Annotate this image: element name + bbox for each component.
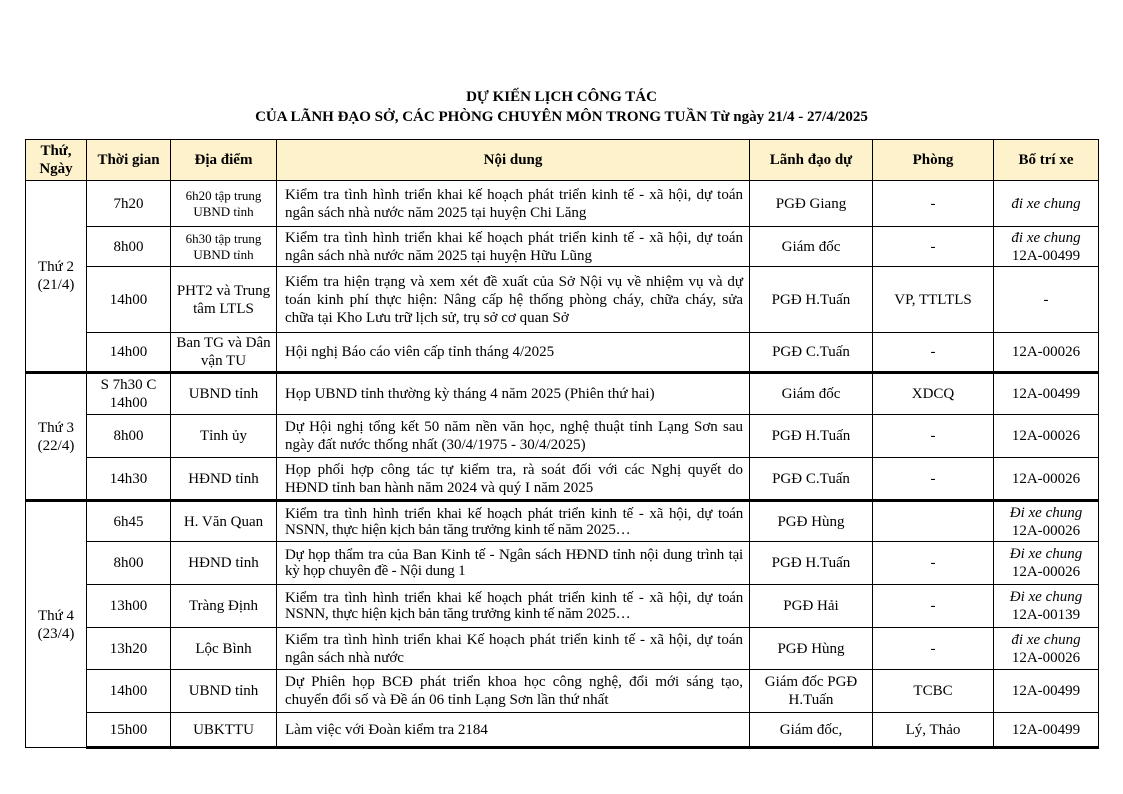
- place-cell: UBKTTU: [171, 713, 277, 748]
- leader-cell: PGĐ Giang: [750, 181, 873, 227]
- leader-cell: PGĐ C.Tuấn: [750, 458, 873, 501]
- content-cell: Họp UBND tỉnh thường kỳ tháng 4 năm 2025 (Phiên thứ hai): [277, 373, 750, 415]
- time-cell: 6h45: [87, 501, 171, 542]
- header-car: Bố trí xe: [994, 140, 1099, 181]
- time-cell: 15h00: [87, 713, 171, 748]
- place-cell: Tràng Định: [171, 585, 277, 628]
- car-note: đi xe chung: [1011, 229, 1081, 246]
- schedule-table: [25, 139, 1099, 749]
- car-cell: 12A-00499: [994, 373, 1099, 415]
- time-cell: 8h00: [87, 542, 171, 585]
- leader-cell: PGĐ Hùng: [750, 628, 873, 670]
- place-cell: Lộc Bình: [171, 628, 277, 670]
- day-cell: Thứ 2 (21/4): [26, 181, 87, 373]
- car-note: Đi xe chung: [1009, 504, 1083, 521]
- table-row: [26, 373, 1099, 415]
- dept-cell: -: [873, 333, 994, 373]
- car-plate: 12A-00026: [1011, 522, 1081, 539]
- leader-cell: PGĐ Hùng: [750, 501, 873, 542]
- header-dept: Phòng: [873, 140, 994, 181]
- content-cell: Hội nghị Báo cáo viên cấp tỉnh tháng 4/2025: [277, 333, 750, 373]
- day-cell: Thứ 4 (23/4): [26, 501, 87, 748]
- car-plate: 12A-00499: [1011, 247, 1081, 264]
- leader-cell: PGĐ Hải: [750, 585, 873, 628]
- dept-cell: -: [873, 585, 994, 628]
- time-cell: 13h20: [87, 628, 171, 670]
- place-cell: UBND tỉnh: [171, 373, 277, 415]
- content-cell: Kiểm tra tình hình triển khai kế hoạch phát triển kinh tế - xã hội, dự toán ngân sách nhà nước năm 2025 tại huyện Chi Lăng: [277, 181, 750, 227]
- car-cell: [994, 181, 1099, 227]
- content-cell: Làm việc với Đoàn kiểm tra 2184: [277, 713, 750, 748]
- header-row: [26, 140, 1099, 181]
- time-cell: 14h30: [87, 458, 171, 501]
- place-cell: Tỉnh ủy: [171, 415, 277, 458]
- car-note: Đi xe chung: [1009, 589, 1083, 605]
- table-row: [26, 628, 1099, 670]
- table-row: [26, 585, 1099, 628]
- content-cell: Dự Phiên họp BCĐ phát triển khoa học công nghệ, đổi mới sáng tạo, chuyển đổi số và Đề án 06 tỉnh Lạng Sơn lần thứ nhất: [277, 670, 750, 713]
- time-cell: S 7h30 C 14h00: [87, 373, 171, 415]
- car-cell: [994, 585, 1099, 628]
- car-cell: -: [994, 267, 1099, 333]
- day-cell: Thứ 3 (22/4): [26, 373, 87, 501]
- leader-cell: Giám đốc: [750, 373, 873, 415]
- document-subtitle: CỦA LÃNH ĐẠO SỞ, CÁC PHÒNG CHUYÊN MÔN TRONG TUẦN Từ ngày 21/4 - 27/4/2025: [255, 109, 868, 125]
- car-cell: [994, 542, 1099, 585]
- car-plate: 12A-00139: [1011, 607, 1081, 623]
- time-cell: 7h20: [87, 181, 171, 227]
- place-cell: HĐND tỉnh: [171, 542, 277, 585]
- header-day: Thứ, Ngày: [26, 140, 87, 181]
- header-leader: Lãnh đạo dự: [750, 140, 873, 181]
- car-note: đi xe chung: [1011, 631, 1081, 648]
- dept-cell: [873, 501, 994, 542]
- table-row: [26, 181, 1099, 227]
- table-row: [26, 267, 1099, 333]
- place-cell: Ban TG và Dân vận TU: [171, 333, 277, 373]
- leader-cell: PGĐ C.Tuấn: [750, 333, 873, 373]
- car-cell: [994, 628, 1099, 670]
- car-cell: 12A-00026: [994, 415, 1099, 458]
- time-cell: 13h00: [87, 585, 171, 628]
- header-place: Địa điểm: [171, 140, 277, 181]
- car-note: Đi xe chung: [1009, 546, 1083, 562]
- document-title: DỰ KIẾN LỊCH CÔNG TÁC: [466, 89, 657, 105]
- time-cell: 8h00: [87, 227, 171, 267]
- table-row: [26, 713, 1099, 748]
- dept-cell: VP, TTLTLS: [873, 267, 994, 333]
- dept-cell: -: [873, 227, 994, 267]
- content-cell: Kiểm tra hiện trạng và xem xét đề xuất của Sở Nội vụ về nhiệm vụ và dự toán kinh phí thực hiện: Nâng cấp hệ thống phòng cháy, chữa cháy, sửa chữa tại Kho Lưu trữ lịch sử, trụ sở cơ quan Sở: [277, 267, 750, 333]
- leader-cell: PGĐ H.Tuấn: [750, 415, 873, 458]
- table-row: [26, 458, 1099, 501]
- car-cell: [994, 501, 1099, 542]
- content-cell: Dự Hội nghị tổng kết 50 năm nền văn học, nghệ thuật tỉnh Lạng Sơn sau ngày đất nước thống nhất (30/4/1975 - 30/4/2025): [277, 415, 750, 458]
- content-cell: Dự họp thẩm tra của Ban Kinh tế - Ngân sách HĐND tỉnh nội dung trình tại kỳ họp chuyên đề - Nội dung 1: [277, 542, 750, 585]
- car-plate: 12A-00026: [1011, 564, 1081, 580]
- table-row: [26, 670, 1099, 713]
- car-cell: 12A-00026: [994, 333, 1099, 373]
- car-plate: 12A-00026: [1011, 649, 1081, 666]
- place-cell: 6h20 tập trung UBND tỉnh: [171, 181, 277, 227]
- table-row: [26, 333, 1099, 373]
- content-cell: Kiểm tra tình hình triển khai kế hoạch phát triển kinh tế - xã hội, dự toán NSNN, thực hiện kịch bản tăng trưởng kinh tế năm 2025…: [277, 501, 750, 542]
- table-row: [26, 542, 1099, 585]
- time-cell: 14h00: [87, 670, 171, 713]
- dept-cell: TCBC: [873, 670, 994, 713]
- dept-cell: -: [873, 458, 994, 501]
- table-row: [26, 415, 1099, 458]
- leader-cell: Giám đốc: [750, 227, 873, 267]
- dept-cell: -: [873, 415, 994, 458]
- table-row: [26, 501, 1099, 542]
- leader-cell: PGĐ H.Tuấn: [750, 542, 873, 585]
- content-cell: Kiểm tra tình hình triển khai kế hoạch phát triển kinh tế - xã hội, dự toán NSNN, thực hiện kịch bản tăng trưởng kinh tế năm 2025…: [277, 585, 750, 628]
- header-time: Thời gian: [87, 140, 171, 181]
- leader-cell: Giám đốc PGĐ H.Tuấn: [750, 670, 873, 713]
- content-cell: Họp phối hợp công tác tự kiểm tra, rà soát đối với các Nghị quyết do HĐND tỉnh ban hành năm 2024 và quý I năm 2025: [277, 458, 750, 501]
- dept-cell: -: [873, 542, 994, 585]
- place-cell: UBND tỉnh: [171, 670, 277, 713]
- car-cell: 12A-00499: [994, 670, 1099, 713]
- time-cell: 14h00: [87, 267, 171, 333]
- car-note: đi xe chung: [1011, 195, 1081, 212]
- content-cell: Kiểm tra tình hình triển khai Kế hoạch phát triển kinh tế - xã hội, dự toán ngân sách nhà nước: [277, 628, 750, 670]
- place-cell: PHT2 và Trung tâm LTLS: [171, 267, 277, 333]
- dept-cell: XDCQ: [873, 373, 994, 415]
- table-row: [26, 227, 1099, 267]
- car-cell: [994, 227, 1099, 267]
- place-cell: 6h30 tập trung UBND tỉnh: [171, 227, 277, 267]
- leader-cell: PGĐ H.Tuấn: [750, 267, 873, 333]
- car-cell: 12A-00499: [994, 713, 1099, 748]
- content-cell: Kiểm tra tình hình triển khai kế hoạch phát triển kinh tế - xã hội, dự toán ngân sách nhà nước năm 2025 tại huyện Hữu Lũng: [277, 227, 750, 267]
- place-cell: H. Văn Quan: [171, 501, 277, 542]
- time-cell: 14h00: [87, 333, 171, 373]
- car-cell: 12A-00026: [994, 458, 1099, 501]
- header-content: Nội dung: [277, 140, 750, 181]
- dept-cell: -: [873, 628, 994, 670]
- place-cell: HĐND tỉnh: [171, 458, 277, 501]
- time-cell: 8h00: [87, 415, 171, 458]
- dept-cell: -: [873, 181, 994, 227]
- dept-cell: Lý, Thảo: [873, 713, 994, 748]
- leader-cell: Giám đốc,: [750, 713, 873, 748]
